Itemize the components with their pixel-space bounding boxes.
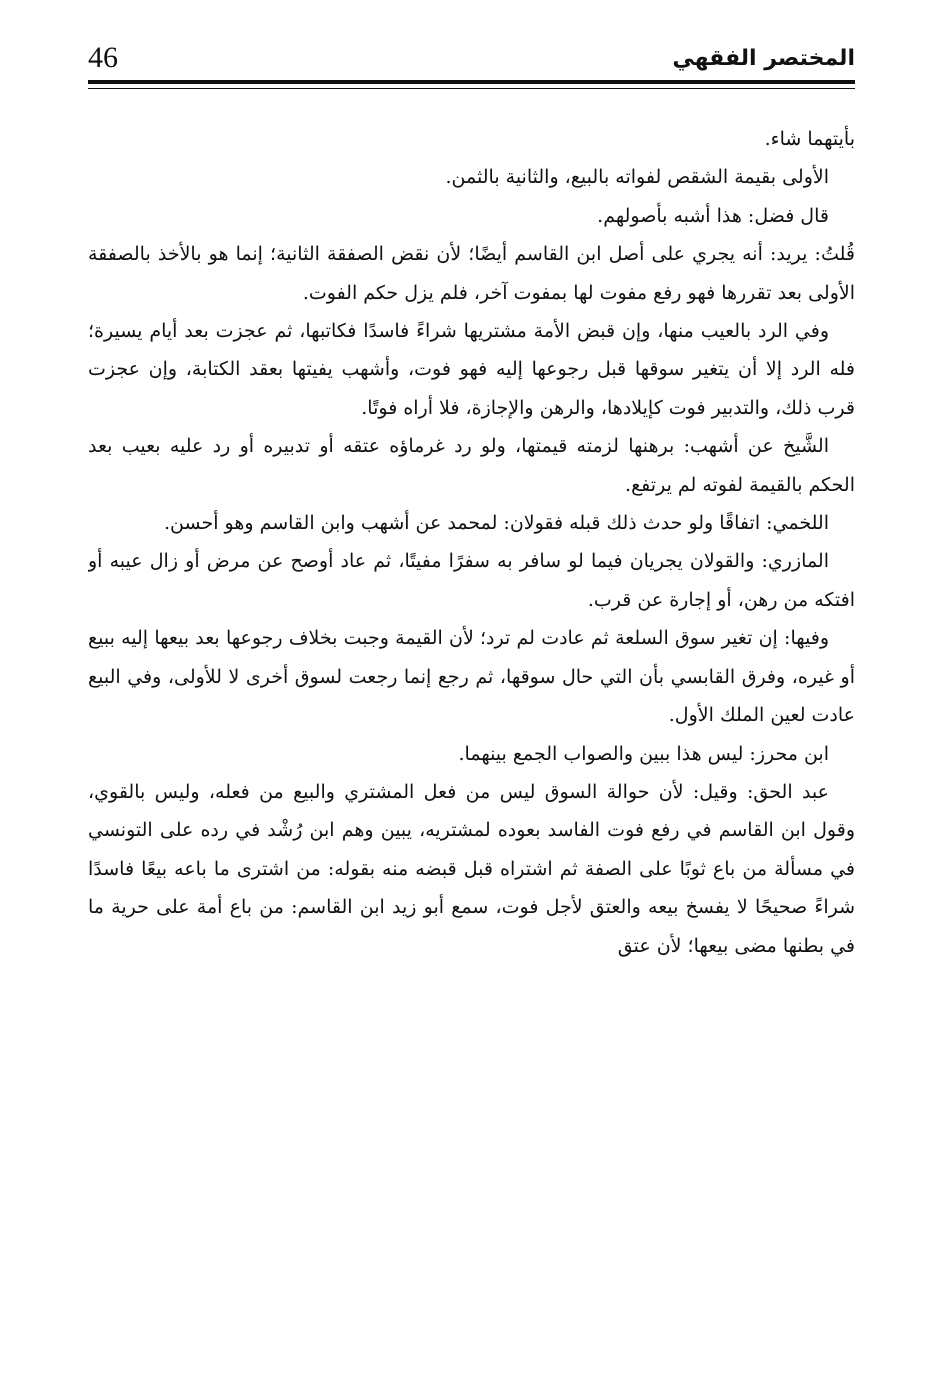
paragraph: قُلتُ: يريد: أنه يجري على أصل ابن القاسم أيضًا؛ لأن نقض الصفقة الثانية؛ إنما هو بالأخذ بالصفقة الأولى بعد تقررها فهو رفع مفوت لها بمفوت آخر، فلم يزل حكم الفوت. [88,243,855,304]
paragraph: وفيها: إن تغير سوق السلعة ثم عادت لم ترد؛ لأن القيمة وجبت بخلاف رجوعها بعد بيعها إليه ببيع أو غيره، وفرق القابسي بأن التي حال سوقها، ثم رجع إنما رجعت لسوق أخرى لا للأولى، وفي البيع عادت لعين الملك الأول. [88,627,855,727]
paragraph: ابن محرز: ليس هذا ببين والصواب الجمع بينهما. [458,742,829,765]
paragraph: وفي الرد بالعيب منها، وإن قبض الأمة مشتريها شراءً فاسدًا فكاتبها، ثم عجزت بعد أيام يسيرة؛ فله الرد إلا أن يتغير سوقها قبل رجوعها إليه فهو فوت، وأشهب يفيتها بعقد الكتابة، وإن عجزت قرب ذلك، والتدبير فوت كإيلادها، والرهن والإجازة، فلا أراه فوتًا. [88,320,855,419]
header-rule-thin [88,88,855,89]
header-rule-thick [88,80,855,84]
paragraph: اللخمي: اتفاقًا ولو حدث ذلك قبله فقولان: لمحمد عن أشهب وابن القاسم وهو أحسن. [164,512,829,535]
page-number: 46 [88,41,118,74]
paragraph: الأولى بقيمة الشقص لفواته بالبيع، والثانية بالثمن. [445,166,829,189]
paragraph: الشَّيخ عن أشهب: برهنها لزمته قيمتها، ولو رد غرماؤه عتقه أو تدبيره أو رد عليه بعيب بعد الحكم بالقيمة لفوته لم يرتفع. [88,435,855,496]
paragraph: بأيتهما شاء. [764,128,855,150]
paragraph: قال فضل: هذا أشبه بأصولهم. [597,204,829,227]
paragraph: المازري: والقولان يجريان فيما لو سافر به سفرًا مفيتًا، ثم عاد أوصح عن مرض أو زال عيبه أو افتكه من رهن، أو إجارة عن قرب. [88,550,855,611]
body-text [88,120,855,1347]
paragraph: عبد الحق: وقيل: لأن حوالة السوق ليس من فعل المشتري والبيع من فعله، وليس بالقوي، وقول ابن القاسم في رفع فوت الفاسد بعوده لمشتريه، يبين وهم ابن رُشْد في رده على التونسي في مسألة من باع ثوبًا على الصفة ثم اشتراه قبل قبضه منه بقوله: من اشترى ما باعه بيعًا فاسدًا شراءً صحيحًا لا يفسخ بيعه والعتق لأجل فوت، سمع أبو زيد ابن القاسم: من باع أمة على حرية ما في بطنها مضى بيعها؛ لأن عتق [88,780,855,957]
running-title: المختصر الفقهي [672,46,855,71]
